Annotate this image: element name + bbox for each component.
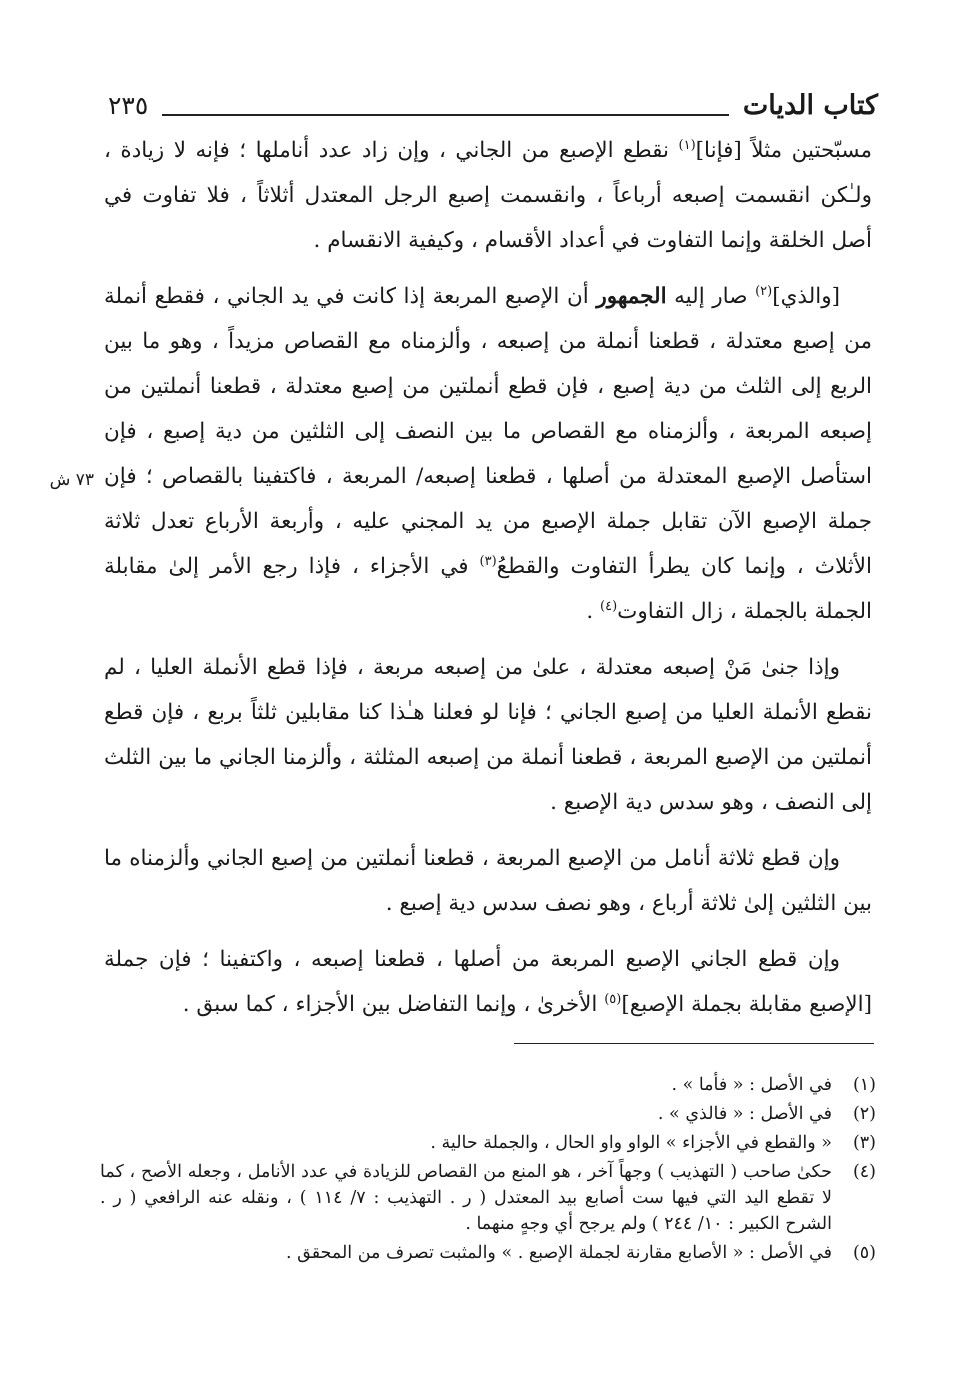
footnote-ref: (٣) [479,553,497,569]
footnote [100,1101,876,1127]
paragraph-3 [104,645,872,825]
text-run: وإن قطع ثلاثة أنامل من الإصبع المربعة ، قطعنا أنملتين من إصبع الجاني وألزمناه ما بين الثلثين إلىٰ ثلاثة أرباع ، وهو نصف سدس دية إصبع . [104,846,872,916]
footnote-text: « والقطع في الأجزاء » الواو واو الحال ، والجملة حالية . [430,1133,832,1153]
footnote [100,1240,876,1266]
footnote-number: (٣) [852,1133,876,1153]
page-number: ٢٣٥ [108,91,149,120]
footnotes [100,1072,876,1269]
text-run: [والذي] [772,284,841,309]
text-run: وإن قطع الجاني الإصبع المربعة من أصلها ، قطعنا إصبعه ، واكتفينا ؛ فإن جملة [الإصبع مقابلة بجملة الإصبع] [104,947,872,1017]
text-run: أن الإصبع المربعة إذا كانت في يد الجاني ، فقطع أنملة من إصبع معتدلة ، قطعنا أنملة من إصبعه ، وألزمناه مع القصاص مزيداً ، وهو ما بين الربع إلى الثلث من دية إصبع ، فإن قطع أنملتين من إصبع معتدلة ، قطعنا أنملتين من إصبعه المربعة ، وألزمناه مع القصاص ما بين النصف إلى الثلثين من دية إصبع ، فإن استأصل الإصبع المعتدلة من أصلها ، قطعنا إصبعه/ المربعة ، فاكتفينا بالقصاص ؛ فإن جملة الإصبع الآن تقابل جملة الإصبع من يد المجني عليه ، وأربعة الأرباع تعدل ثلاثة الأثلاث ، وإنما كان يطرأ التفاوت والقطعُ [104,284,872,579]
footnote-ref: (١) [678,137,696,153]
footnote [100,1159,876,1237]
text-run: مسبّحتين مثلاً [فإنا] [695,138,873,163]
bold-term: الجمهور [596,284,667,309]
text-run: نقطع الإصبع من الجاني ، وإن زاد عدد أناملها ؛ فإنه لا زيادة ، ولـٰكن انقسمت إصبعه أرباعاً ، وانقسمت إصبع الرجل المعتدل أثلاثاً ، فلا تفاوت في أصل الخلقة وإنما التفاوت في أعداد الأقسام ، وكيفية الانقسام . [104,138,872,253]
text-run: وإذا جنىٰ مَنْ إصبعه معتدلة ، علىٰ من إصبعه مربعة ، فإذا قطع الأنملة العليا ، لم نقطع الأنملة العليا من إصبع الجاني ؛ فإنا لو فعلنا هـٰذا كنا مقابلين ثلثاً بربع ، فإن قطع أنملتين من الإصبع المربعة ، قطعنا أنملة من إصبعه المثلثة ، وألزمنا الجاني ما بين الثلث إلى النصف ، وهو سدس دية الإصبع . [104,655,872,815]
text-run: صار إليه [666,284,756,309]
margin-folio-note: ٧٣ ش [49,470,94,490]
main-text [104,128,872,1038]
header-rule [162,114,729,116]
footnote-text: في الأصل : « فأما » . [671,1075,832,1095]
footnote-separator [514,1043,874,1044]
footnote-ref: (٥) [604,991,622,1007]
footnote [100,1130,876,1156]
page-header [108,78,878,124]
paragraph-5 [104,937,872,1027]
footnote-ref: (٢) [755,283,773,299]
footnote [100,1072,876,1098]
footnote-text: حكىٰ صاحب ( التهذيب ) وجهاً آخر ، هو المنع من القصاص للزيادة في عدد الأنامل ، وجعله الأصح ، كما لا تقطع اليد التي فيها ست أصابع بيد المعتدل ( ر . التهذيب : ٧/ ١١٤ ) ، ونقله عنه الرافعي ( ر . الشرح الكبير : ١٠/ ٢٤٤ ) ولم يرجح أي وجهٍ منهما . [100,1162,832,1234]
footnote-ref: (٤) [600,598,618,614]
text-run: . [586,599,601,624]
text-run: في الأجزاء ، فإذا رجع الأمر إلىٰ مقابلة الجملة بالجملة ، زال التفاوت [104,554,872,624]
footnote-number: (٢) [852,1104,876,1124]
paragraph-2 [104,274,872,634]
paragraph-1 [104,128,872,263]
footnote-text: في الأصل : « فالذي » . [657,1104,832,1124]
text-run: الأخرىٰ ، وإنما التفاضل بين الأجزاء ، كما سبق . [182,992,605,1017]
footnote-number: (٥) [852,1243,876,1263]
footnote-text: في الأصل : « الأصابع مقارنة لجملة الإصبع . » والمثبت تصرف من المحقق . [285,1243,832,1263]
paragraph-4 [104,836,872,926]
footnote-number: (١) [852,1075,876,1095]
running-title: كتاب الديات [742,90,878,121]
footnote-number: (٤) [852,1162,876,1182]
